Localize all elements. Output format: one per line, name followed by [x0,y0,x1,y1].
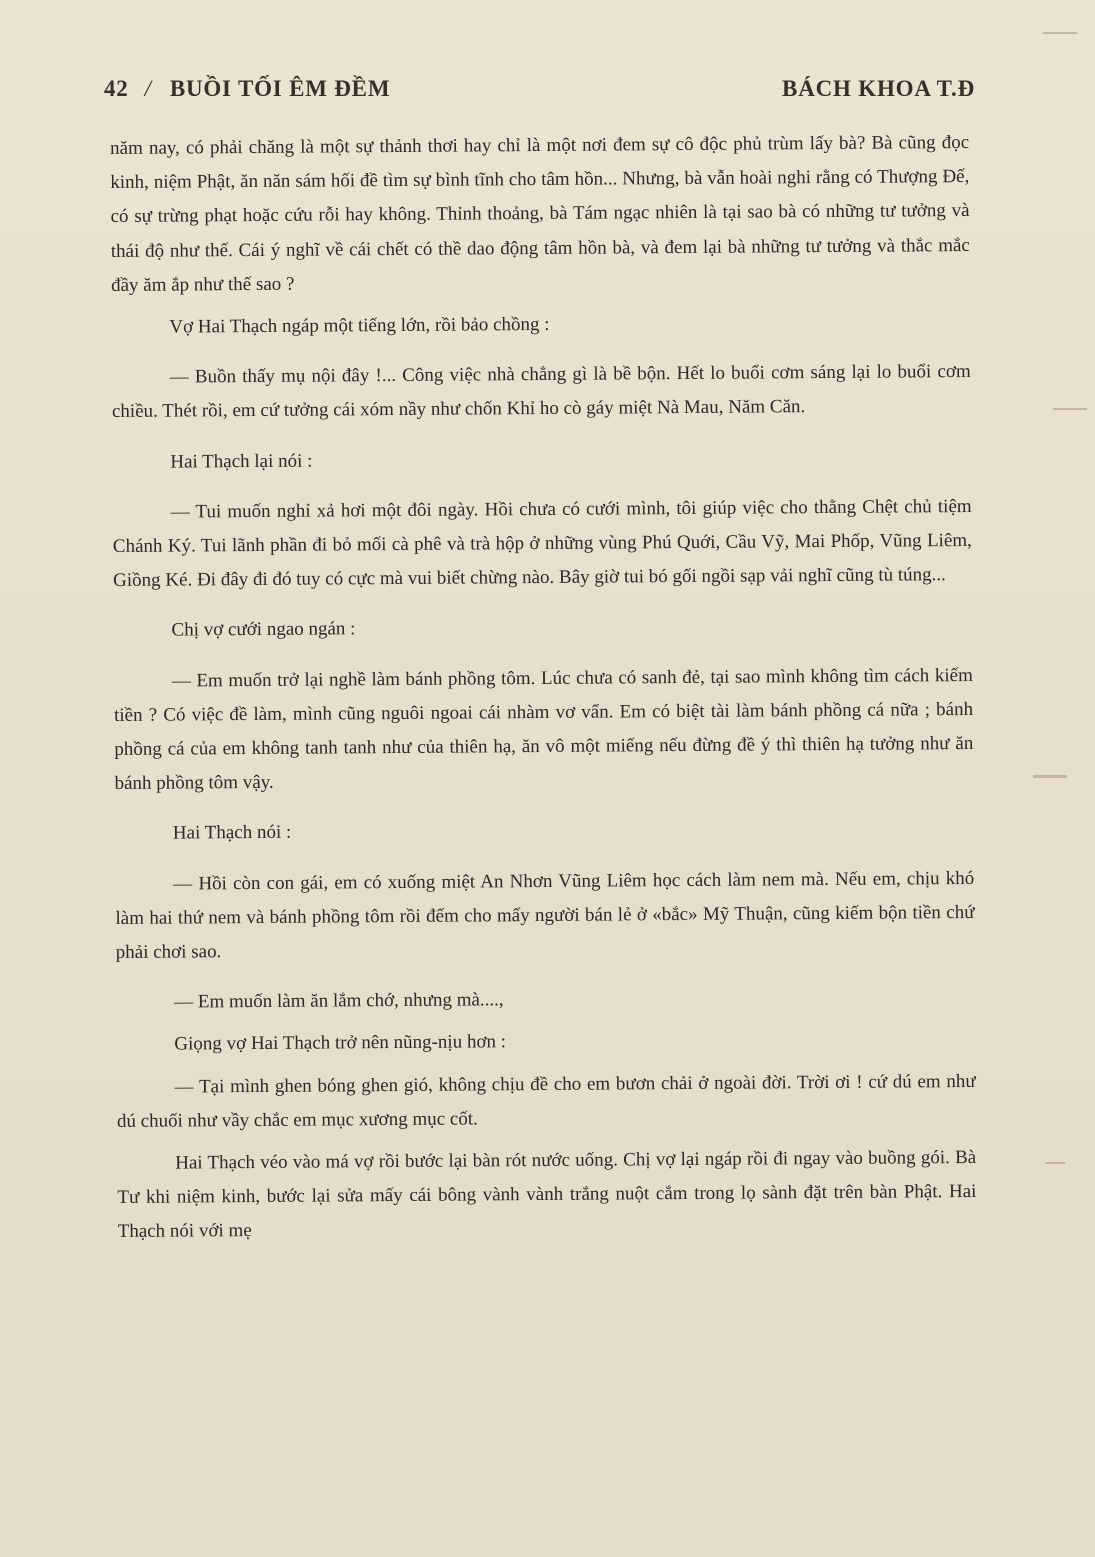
dialogue-paragraph: — Hồi còn con gái, em có xuống miệt An Nhơn Vũng Liêm học cách làm nem mà. Nếu em, chịu khó làm hai thứ nem và bánh phồng tôm rồi đếm cho mấy người bán lẻ ở «bắc» Mỹ Thuận, cũng kiếm bộn tiền chứ phải chơi sao. [115,867,975,964]
page-number: 42 [104,76,129,101]
paragraph: Hai Thạch nói : [172,822,292,845]
page-edge-mark [1053,408,1087,410]
body-text [110,126,977,1250]
paragraph: Hai Thạch véo vào má vợ rồi bước lại bàn rót nước uống. Chị vợ lại ngáp rồi đi ngay vào buồng gói. Bà Tư khi niệm kinh, bước lại sửa mấy cái bông vành vành trắng nuột cắm trong lọ sành đặt trên bàn Phật. Hai Thạch nói với mẹ [117,1147,977,1243]
dialogue-paragraph: — Buồn thấy mụ nội đây !... Công việc nhà chẳng gì là bề bộn. Hết lo buổi cơm sáng lại lo buổi cơm chiều. Thét rồi, em cứ tưởng cái xóm nầy như chốn Khỉ ho cò gáy miệt Nà Mau, Năm Căn. [111,361,971,423]
running-header [104,76,975,116]
paragraph: Hai Thạch lại nói : [170,450,313,473]
dialogue-paragraph: — Tại mình ghen bóng ghen gió, không chịu đề cho em bươn chải ở ngoài đời. Trời ơi ! cứ dú em như dú chuối như vầy chắc em mục xương mục cốt. [116,1070,976,1132]
chapter-title: BUỒI TỐI ÊM ĐỀM [169,76,391,101]
paragraph: Vợ Hai Thạch ngáp một tiếng lớn, rồi bảo chồng : [169,313,550,338]
header-left [104,76,390,102]
dialogue-paragraph: — Em muốn làm ăn lắm chớ, nhưng mà...., [174,989,504,1013]
page-edge-mark [1033,775,1067,778]
paragraph: Giọng vợ Hai Thạch trở nên nũng-nịu hơn : [174,1031,507,1056]
paragraph: năm nay, có phải chăng là một sự thảnh thơi hay chỉ là một nơi đem sự cô độc phủ trùm lấy bà? Bà cũng đọc kinh, niệm Phật, ăn năn sám hối đề tìm sự bình tĩnh cho tâm hồn... Nhưng, bà vẫn hoài nghi rằng có Thượng Đế, có sự trừng phạt hoặc cứu rỗi hay không. Thỉnh thoảng, bà Tám ngạc nhiên là tại sao bà có những tư tưởng và thái độ như thế. Cái ý nghĩ về cái chết có thề dao động tâm hồn bà, và đem lại bà những tư tưởng và thắc mắc đầy ăm ắp như thế sao ? [110,132,970,296]
page-edge-mark [1045,1162,1065,1164]
dialogue-paragraph: — Tui muốn nghỉ xả hơi một đôi ngày. Hồi chưa có cưới mình, tôi giúp việc cho thằng Chệt chủ tiệm Chánh Ký. Tui lãnh phần đi bỏ mối cà phê và trà hộp ở những vùng Phú Quới, Cầu Vỹ, Mai Phốp, Vũng Liêm, Giồng Ké. Đi đây đi đó tuy có cực mà vui biết chừng nào. Bây giờ tui bó gối ngồi sạp vải nghĩ cũng tù túng... [112,495,972,592]
paragraph: Chị vợ cưới ngao ngán : [171,618,356,642]
publication-name: BÁCH KHOA T.Đ [782,76,975,101]
dialogue-paragraph: — Em muốn trở lại nghề làm bánh phồng tôm. Lúc chưa có sanh đẻ, tại sao mình không tìm cách kiếm tiền ? Có việc đề làm, mình cũng nguôi ngoai cái nhàm vơ vẩn. Em có biệt tài làm bánh phồng cá nữa ; bánh phồng cá của em không tanh tanh như của thiên hạ, ăn vô một miếng nếu đừng đề ý thì thiên hạ tưởng như ăn bánh phồng tôm vậy. [113,664,974,795]
page-edge-mark [1043,32,1077,34]
header-separator: / [144,76,152,101]
